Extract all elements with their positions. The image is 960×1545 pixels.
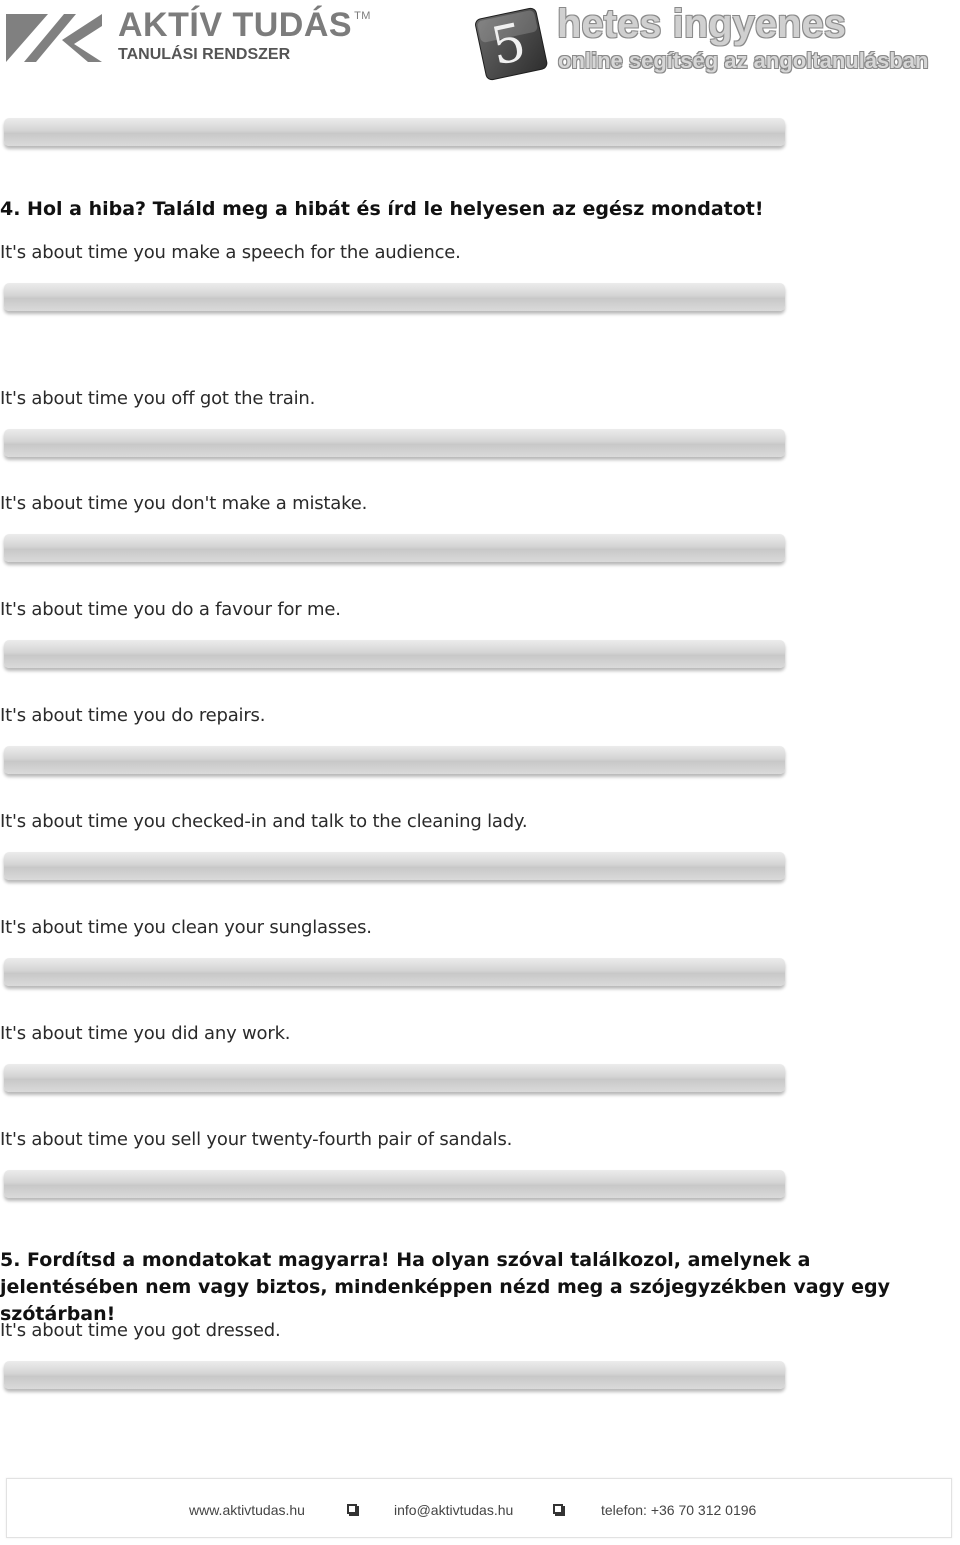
exercise-sentence: It's about time you don't make a mistake. <box>0 493 368 514</box>
brand-subtitle: TANULÁSI RENDSZER <box>118 46 291 63</box>
answer-bar[interactable] <box>4 1170 785 1198</box>
promo-title: hetes ingyenes <box>557 2 847 46</box>
section-5-heading: 5. Fordítsd a mondatokat magyarra! Ha olyan szóval találkozol, amelynek a jelentésében nem vagy biztos, mindenképpen nézd meg a szójegyzékben vagy egy szótárban! <box>0 1249 891 1325</box>
exercise-sentence: It's about time you got dressed. <box>0 1320 281 1341</box>
answer-bar[interactable] <box>4 1064 785 1092</box>
trademark-mark: TM <box>354 10 371 22</box>
answer-bar[interactable] <box>4 746 785 774</box>
exercise-sentence: It's about time you did any work. <box>0 1023 291 1044</box>
exercise-sentence: It's about time you sell your twenty-fourth pair of sandals. <box>0 1129 513 1150</box>
promo-subtitle: online segítség az angoltanulásban <box>558 48 929 73</box>
answer-bar[interactable] <box>4 534 785 562</box>
exercise-sentence: It's about time you do repairs. <box>0 705 266 726</box>
section-4-heading: 4. Hol a hiba? Találd meg a hibát és írd le helyesen az egész mondatot! <box>0 198 764 220</box>
footer-email-link[interactable]: info@aktivtudas.hu <box>394 1502 514 1518</box>
checkbox-bullet-icon <box>347 1504 357 1514</box>
exercise-sentence: It's about time you off got the train. <box>0 388 316 409</box>
answer-bar[interactable] <box>4 958 785 986</box>
answer-bar[interactable] <box>4 852 785 880</box>
exercise-sentence: It's about time you checked-in and talk to the cleaning lady. <box>0 811 528 832</box>
exercise-sentence: It's about time you clean your sunglasses. <box>0 917 372 938</box>
brand-name: AKTÍV TUDÁS ™ <box>118 6 371 44</box>
badge-number: 5 <box>486 12 531 78</box>
footer-phone: telefon: +36 70 312 0196 <box>601 1502 757 1518</box>
aktiv-tudas-logo-icon <box>4 10 104 66</box>
answer-bar[interactable] <box>4 283 785 311</box>
five-week-badge <box>472 3 550 83</box>
answer-bar[interactable] <box>4 429 785 457</box>
footer-website-link[interactable]: www.aktivtudas.hu <box>189 1502 305 1518</box>
exercise-sentence: It's about time you make a speech for the audience. <box>0 242 461 263</box>
answer-bar[interactable] <box>4 118 785 146</box>
answer-bar[interactable] <box>4 640 785 668</box>
answer-bar[interactable] <box>4 1361 785 1389</box>
checkbox-bullet-icon <box>553 1504 563 1514</box>
exercise-sentence: It's about time you do a favour for me. <box>0 599 341 620</box>
